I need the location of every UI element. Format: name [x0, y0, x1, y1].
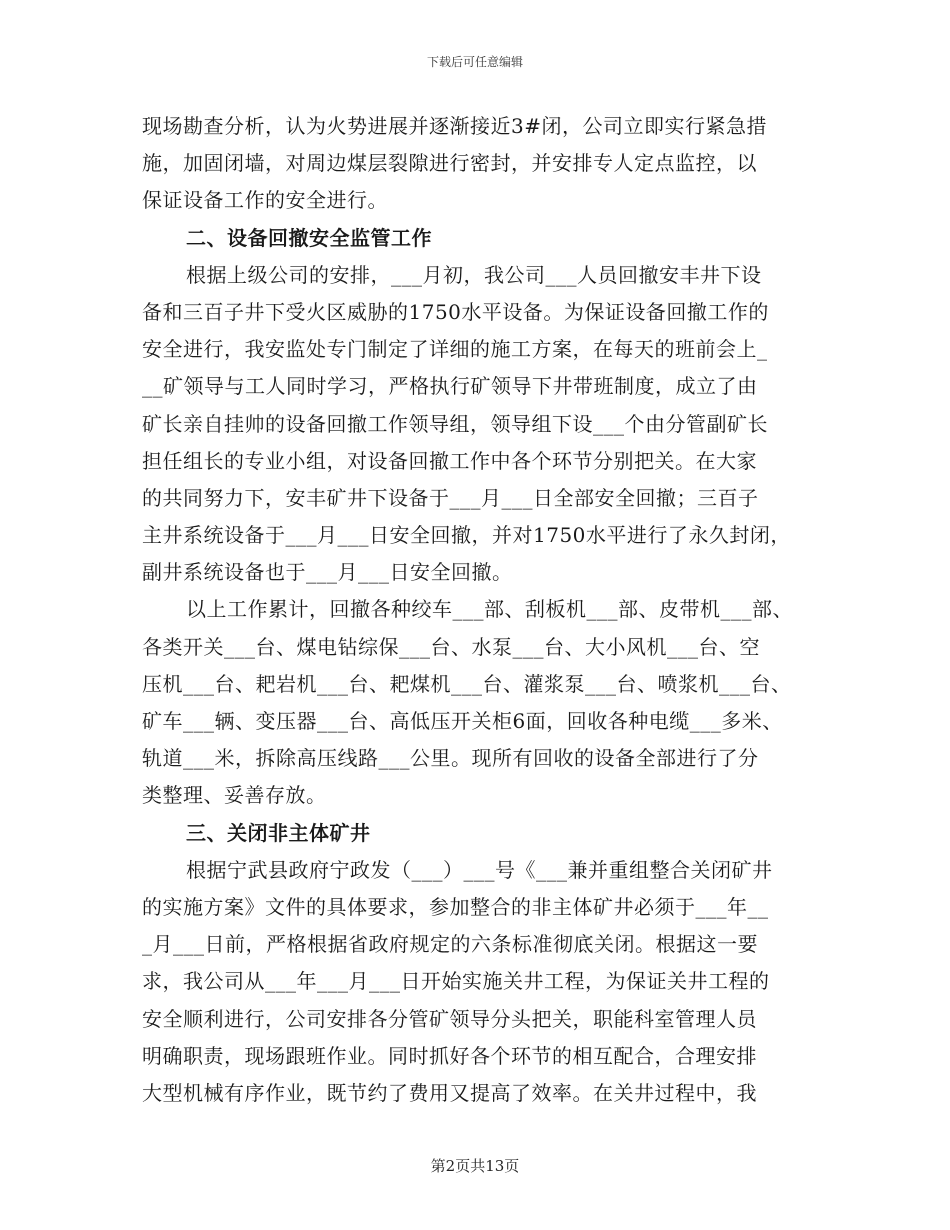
text-line: 明确职责，现场跟班作业。同时抓好各个环节的相互配合，合理安排 — [142, 1043, 757, 1068]
section-heading: 三、关闭非主体矿井 — [186, 820, 371, 845]
page-header: 下载后可任意编辑 — [426, 55, 523, 69]
text-line: 的实施方案》文件的具体要求，参加整合的非主体矿井必须于___年__ — [142, 894, 769, 919]
text-line: 各类开关___台、煤电钻综保___台、水泵___台、大小风机___台、空 — [142, 634, 760, 659]
text-line: 担任组长的专业小组，对设备回撤工作中各个环节分别把关。在大家 — [142, 448, 757, 473]
text-line: 主井系统设备于___月___日安全回撤，并对1750水平进行了永久封闭， — [142, 523, 791, 548]
text-line: 轨道___米，拆除高压线路___公里。现所有回收的设备全部进行了分 — [142, 746, 759, 771]
text-line: 施，加固闭墙，对周边煤层裂隙进行密封，并安排专人定点监控，以 — [142, 151, 757, 176]
text-line: 备和三百子井下受火区威胁的1750水平设备。为保证设备回撤工作的 — [142, 299, 769, 324]
text-line: 根据上级公司的安排，___月初，我公司___人员回撤安丰井下设 — [186, 262, 762, 287]
text-line: 以上工作累计，回撤各种绞车___部、刮板机___部、皮带机___部、 — [186, 597, 793, 622]
text-line: 求，我公司从___年___月___日开始实施关井工程，为保证关井工程的 — [142, 969, 770, 994]
text-line: 安全顺利进行，公司安排各分管矿领导分头把关，职能科室管理人员 — [142, 1006, 757, 1031]
text-line: 类整理、妥善存放。 — [142, 783, 327, 808]
section-heading: 二、设备回撤安全监管工作 — [186, 225, 432, 250]
text-line: 副井系统设备也于___月___日安全回撤。 — [142, 560, 513, 585]
text-line: _月___日前，严格根据省政府规定的六条标准彻底关闭。根据这一要 — [142, 932, 758, 957]
text-line: 的共同努力下，安丰矿井下设备于___月___日全部安全回撤；三百子 — [142, 485, 759, 510]
text-line: 矿车___辆、变压器___台、高低压开关柜6面，回收各种电缆___多米、 — [142, 709, 783, 733]
text-line: 现场勘查分析，认为火势进展并逐渐接近3#闭，公司立即实行紧急措 — [142, 114, 767, 138]
document-body — [142, 108, 812, 1112]
text-line: 压机___台、耙岩机___台、耙煤机___台、灌浆泵___台、喷浆机___台、 — [142, 671, 792, 696]
text-line: 矿长亲自挂帅的设备回撤工作领导组，领导组下设___个由分管副矿长 — [142, 411, 768, 436]
text-line: 大型机械有序作业，既节约了费用又提高了效率。在关井过程中，我 — [142, 1080, 757, 1105]
page-footer: 第2页共13页 — [430, 1157, 520, 1175]
text-line: 根据宁武县政府宁政发（___）___号《___兼并重组整合关闭矿井 — [186, 857, 773, 882]
text-line: __矿领导与工人同时学习，严格执行矿领导下井带班制度，成立了由 — [142, 374, 758, 399]
text-line: 保证设备工作的安全进行。 — [142, 188, 388, 213]
text-line: 安全进行，我安监处专门制定了详细的施工方案，在每天的班前会上_ — [142, 337, 768, 362]
